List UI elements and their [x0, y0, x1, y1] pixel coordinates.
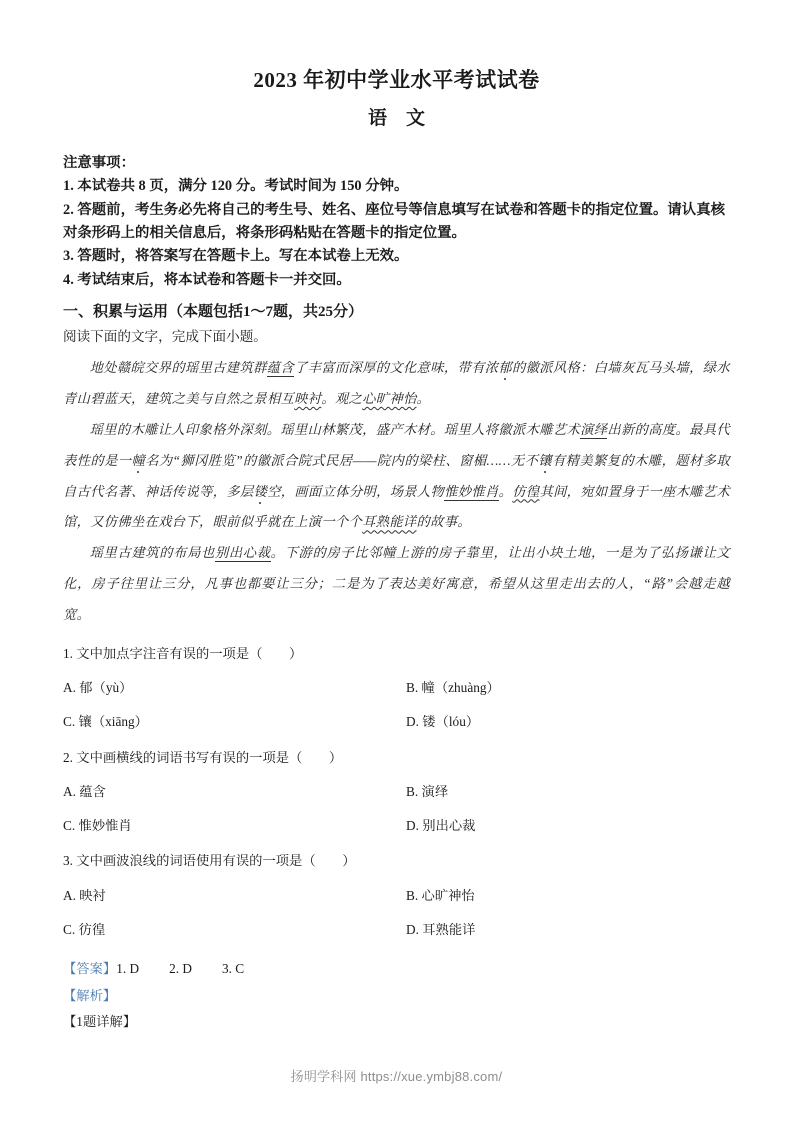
passage-text: 名为“狮冈胜览”的徽派合院式民居——院内的梁柱、窗楣……无不 [145, 452, 539, 468]
option-a[interactable] [63, 883, 406, 908]
answer-analysis-block [63, 956, 730, 1036]
option-c[interactable] [63, 709, 406, 734]
option-label: C. [63, 818, 76, 834]
option-label: C. [63, 714, 76, 730]
answer-item-2: 2. D [169, 961, 192, 977]
subject-title: 语 文 [367, 108, 425, 130]
passage-text: 地处赣皖交界的瑶里古建筑群 [89, 360, 267, 376]
passage-text: 有精美繁复的木雕，题材多取自古代名著、神话传说等，多层 [63, 452, 730, 499]
option-text: 映衬 [79, 887, 106, 903]
passage-text: 的徽派风格：白墙灰瓦马头墙，绿水青山碧蓝天，建筑之美与自然之景相互 [63, 360, 731, 407]
option-text: 耳熟能详 [422, 921, 476, 937]
question-3 [63, 848, 730, 942]
option-b[interactable] [406, 779, 749, 804]
passage-text: 空，画面立体分明，场景人物 [267, 483, 445, 499]
option-d[interactable] [406, 917, 749, 942]
option-label: A. [63, 783, 76, 799]
option-text: 别出心裁 [422, 818, 476, 834]
option-row [63, 813, 730, 838]
dot-emphasis-char: 郁 [498, 360, 513, 376]
notice-block [63, 152, 730, 292]
reading-passage [63, 349, 730, 631]
passage-paragraph-2 [63, 415, 730, 538]
passage-paragraph-3 [63, 538, 730, 631]
option-d[interactable] [406, 709, 749, 734]
dot-emphasis-char: 镶 [538, 452, 552, 468]
passage-text: 其间，宛如置身于一座木雕艺术馆，又仿佛坐在戏台下，眼前似乎就在上演一个个 [63, 483, 730, 530]
option-row [63, 779, 730, 804]
underlined-term: 蕴含 [266, 360, 294, 376]
answer-row [63, 956, 730, 983]
option-b[interactable] [406, 675, 749, 700]
question-stem: 1. 文中加点字注音有误的一项是（ ） [63, 645, 303, 661]
notice-line-1: 1. 本试卷共 8 页，满分 120 分。考试时间为 150 分钟。 [63, 178, 409, 195]
analysis-row [63, 983, 730, 1010]
answer-item-3: 3. C [222, 961, 245, 977]
question-2 [63, 745, 730, 839]
passage-text: 出新的高度。最具代表性的是一 [63, 421, 730, 468]
notice-line-4: 4. 考试结束后，将本试卷和答题卡一并交回。 [63, 271, 351, 288]
option-text: 心旷神怡 [421, 887, 475, 903]
question-detail-heading: 【1题详解】 [63, 1014, 137, 1030]
passage-text: 。观之 [321, 391, 363, 407]
option-label: D. [406, 921, 419, 937]
dot-emphasis-char: 幢 [131, 452, 146, 468]
wavy-underlined-term: 仿徨 [512, 483, 540, 499]
option-label: B. [406, 680, 419, 696]
passage-text: 。 [416, 391, 431, 407]
passage-text: 的故事。 [416, 514, 471, 530]
option-text: 彷徨 [78, 921, 106, 937]
underlined-term: 惟妙惟肖 [444, 483, 499, 499]
wavy-underlined-term: 耳熟能详 [362, 514, 417, 530]
wavy-underlined-term: 映衬 [294, 391, 322, 407]
question-stem: 2. 文中画横线的词语书写有误的一项是（ ） [63, 749, 343, 765]
answer-tag: 【答案】 [63, 961, 117, 977]
option-label: B. [406, 887, 419, 903]
notice-line-3: 3. 答题时，将答案写在答题卡上。写在本试卷上无效。 [63, 248, 409, 265]
underlined-term: 别出心裁 [214, 545, 271, 561]
option-b[interactable] [406, 883, 749, 908]
option-label: B. [406, 783, 419, 799]
question-stem: 3. 文中画波浪线的词语使用有误的一项是（ ） [63, 853, 356, 869]
option-text: 幢（zhuàng） [421, 680, 500, 696]
option-a[interactable] [63, 675, 406, 700]
passage-text: 瑶里的木雕让人印象格外深刻。瑶里山林繁茂，盛产木材。瑶里人将徽派木雕艺术 [89, 421, 581, 437]
passage-text: 瑶里古建筑的布局也 [89, 545, 215, 561]
option-c[interactable] [63, 813, 406, 838]
option-text: 镶（xiāng） [78, 714, 148, 730]
analysis-tag: 【解析】 [63, 987, 117, 1003]
wavy-underlined-term: 心旷神怡 [362, 391, 417, 407]
option-text: 郁（yù） [79, 680, 133, 696]
option-label: D. [406, 818, 419, 834]
option-label: A. [63, 887, 76, 903]
page-title: 2023 年初中学业水平考试试卷 [253, 68, 540, 92]
option-label: A. [63, 680, 76, 696]
passage-text: 了丰富而深厚的文化意味，带有浓 [294, 360, 499, 376]
notice-heading: 注意事项： [63, 154, 135, 171]
option-row [63, 709, 730, 734]
option-c[interactable] [63, 917, 406, 942]
option-d[interactable] [406, 813, 749, 838]
answer-item-1: 1. D [116, 961, 140, 977]
option-row [63, 883, 730, 908]
question-1 [63, 641, 730, 735]
option-label: C. [63, 921, 76, 937]
option-text: 演绎 [421, 783, 449, 799]
underlined-term: 演绎 [580, 421, 608, 437]
passage-text: 。 [498, 483, 513, 499]
option-label: D. [406, 714, 419, 730]
section-heading: 一、积累与运用（本题包括1～7题，共25分） [63, 303, 364, 320]
option-a[interactable] [63, 779, 406, 804]
option-row [63, 675, 730, 700]
option-text: 蕴含 [79, 783, 106, 799]
section-lead: 阅读下面的文字，完成下面小题。 [63, 329, 267, 345]
option-text: 惟妙惟肖 [78, 818, 132, 834]
option-row [63, 917, 730, 942]
passage-paragraph-1 [63, 353, 730, 415]
notice-line-2: 2. 答题前，考生务必先将自己的考生号、姓名、座位号等信息填写在试卷和答题卡的指定位置。请认真核对条形码上的相关信息后，将条形码粘贴在答题卡的指定位置。 [63, 201, 725, 241]
passage-text: 。下游的房子比邻幢上游的房子靠里，让出小块土地，一是为了弘扬谦让文化，房子往里让三分，凡事也都要让三分；二是为了表达美好寓意，希望从这里走出去的人，“路”会越走越宽。 [63, 545, 730, 622]
footer-watermark: 扬明学科网 https://xue.ymbj88.com/ [290, 1069, 503, 1084]
option-text: 镂（lóu） [422, 714, 480, 730]
dot-emphasis-char: 镂 [253, 483, 268, 499]
